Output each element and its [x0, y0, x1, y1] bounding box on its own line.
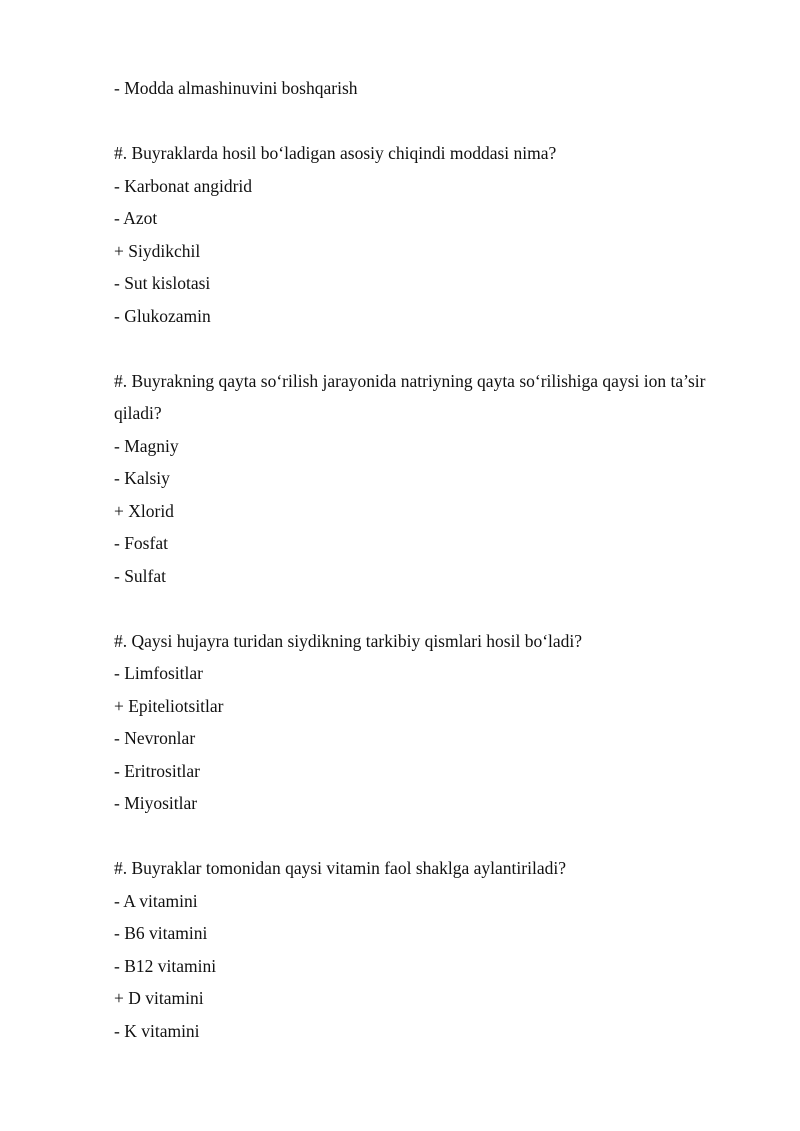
- correct-answer-option: + Epiteliotsitlar: [114, 695, 224, 716]
- answer-option: - Magniy: [114, 435, 179, 456]
- answer-option: - Glukozamin: [114, 305, 211, 326]
- answer-option: - Kalsiy: [114, 468, 170, 488]
- answer-option: - Nevronlar: [114, 728, 196, 748]
- answer-option: - Sut kislotasi: [114, 273, 211, 293]
- answer-option: - K vitamini: [114, 1020, 200, 1041]
- spacer: [114, 820, 734, 853]
- question-text: #. Buyraklarda hosil bo‘ladigan asosiy chiqindi moddasi nima?: [114, 143, 557, 163]
- answer-option: - Limfositlar: [114, 663, 203, 683]
- spacer: [114, 105, 734, 138]
- answer-option: - B12 vitamini: [114, 955, 217, 976]
- answer-option: - Fosfat: [114, 533, 168, 553]
- correct-answer-option: + Xlorid: [114, 500, 174, 521]
- spacer: [114, 332, 734, 365]
- answer-option: - Karbonat angidrid: [114, 175, 253, 196]
- answer-option: - Azot: [114, 208, 158, 228]
- question-text: #. Qaysi hujayra turidan siydikning tarkibiy qismlari hosil bo‘ladi?: [114, 630, 583, 651]
- spacer: [114, 592, 734, 625]
- answer-option: - Sulfat: [114, 565, 167, 586]
- answer-option: - B6 vitamini: [114, 923, 208, 943]
- question-text: #. Buyrakning qayta so‘rilish jarayonida natriyning qayta so‘rilishiga qaysi ion ta’sir qiladi?: [114, 370, 706, 423]
- answer-option: - Eritrositlar: [114, 760, 201, 781]
- document-page: [114, 72, 734, 1047]
- correct-answer-option: + D vitamini: [114, 988, 204, 1008]
- question-text: #. Buyraklar tomonidan qaysi vitamin faol shaklga aylantiriladi?: [114, 858, 566, 878]
- correct-answer-option: + Siydikchil: [114, 240, 201, 261]
- answer-option: - Modda almashinuvini boshqarish: [114, 78, 358, 98]
- answer-option: - Miyositlar: [114, 793, 198, 813]
- answer-option: - A vitamini: [114, 890, 198, 911]
